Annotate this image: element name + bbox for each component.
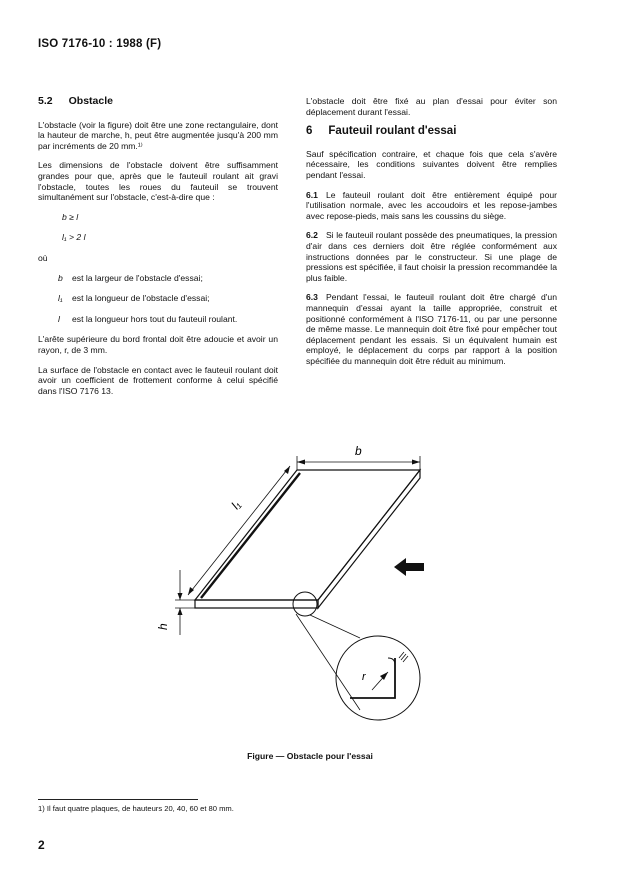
obstacle-top-face: [195, 470, 420, 600]
arrowhead: [297, 460, 305, 465]
detail-corner: [350, 658, 395, 698]
item-number: 6.1: [306, 189, 318, 200]
definition-symbol: l: [58, 313, 60, 324]
label-b: b: [355, 444, 362, 458]
item-text: Le fauteuil roulant doit être entièrement équipé pour l'utilisation normale, avec les accoudoirs et les repose-jambes avec repose-pieds, mais sans les coussins du siège.: [306, 189, 557, 221]
label-h: h: [156, 623, 170, 630]
left-column: [38, 96, 278, 405]
ou-label: où: [38, 252, 48, 263]
section-title: Obstacle: [68, 95, 113, 107]
formula: l₁ > 2 l: [62, 232, 86, 243]
arrowhead: [412, 460, 420, 465]
section-heading-obstacle: [38, 96, 278, 107]
section-title: Fauteuil roulant d'essai: [328, 125, 457, 138]
obstacle-side-face: [318, 470, 420, 608]
definition-item: [58, 314, 278, 325]
definition-symbol: b: [58, 272, 63, 283]
paragraph: L'obstacle doit être fixé au plan d'essai pour éviter son déplacement durant l'essai.: [306, 96, 557, 117]
definition-text: est la longueur de l'obstacle d'essai;: [72, 293, 210, 304]
document-header: ISO 7176-10 : 1988 (F): [38, 38, 162, 50]
arrowhead: [178, 593, 183, 600]
paragraph: La surface de l'obstacle en contact avec le fauteuil roulant doit avoir un coefficient de frottement conforme à celui spécifié dans l'ISO 7176 13.: [38, 364, 278, 396]
section-heading-fauteuil: [306, 126, 557, 137]
definition-symbol: l₁: [58, 293, 63, 304]
leader-line: [310, 615, 360, 638]
section-number: 5.2: [38, 95, 53, 107]
page-number: 2: [38, 838, 45, 852]
formula: b ≥ l: [62, 211, 79, 222]
item-text: Si le fauteuil roulant possède des pneumatiques, la pression d'air dans ces derniers doit être réglée conformément aux instructions données par le constructeur. Si une plage de pressions est spécifiée, il faut choisir la pression recommandée la plus faible.: [306, 230, 557, 283]
detail-marker-circle: [293, 592, 317, 616]
obstacle-front-face: [195, 600, 318, 608]
item-number: 6.3: [306, 292, 318, 303]
definition-text: est la longueur hors tout du fauteuil roulant.: [72, 313, 238, 324]
leader-line: [296, 614, 360, 710]
dimension-line-l1: [188, 466, 290, 595]
detail-radius-arc: [388, 658, 395, 665]
section-number: 6: [306, 125, 313, 138]
numbered-item: [306, 190, 557, 222]
footnote: 1) Il faut quatre plaques, de hauteurs 20, 40, 60 et 80 mm.: [38, 804, 234, 813]
obstacle-figure: [0, 430, 620, 750]
definition-item: [58, 273, 278, 284]
label-l1: l₁: [228, 498, 244, 512]
definition-item: [58, 293, 278, 304]
arrowhead: [178, 608, 183, 615]
right-column: [306, 96, 557, 375]
paragraph: Les dimensions de l'obstacle doivent être suffisamment grandes pour que, après que le fauteuil roulant ait gravi l'obstacle, toutes les roues du fauteuil se trouvent simultanément sur l'obstacle, c'est-à-dire que :: [38, 160, 278, 203]
detail-zoom-circle: [336, 636, 420, 720]
footnote-divider: [38, 799, 198, 800]
direction-arrow-icon: [394, 558, 424, 576]
definition-list: [38, 273, 278, 325]
arrowhead: [380, 672, 388, 680]
label-r: r: [362, 671, 366, 683]
item-number: 6.2: [306, 230, 318, 241]
numbered-item: [306, 230, 557, 283]
paragraph: Sauf spécification contraire, et chaque fois que cela s'avère nécessaire, les conditions suivantes doivent être remplies pendant l'essai.: [306, 148, 557, 180]
paragraph: L'obstacle (voir la figure) doit être une zone rectangulaire, dont la hauteur de marche, h, peut être augmentée jusqu'à 200 mm par incréments de 20 mm.¹⁾: [38, 119, 278, 151]
paragraph: L'arête supérieure du bord frontal doit être adoucie et avoir un rayon, r, de 3 mm.: [38, 334, 278, 355]
item-text: Pendant l'essai, le fauteuil roulant doit être chargé d'un mannequin d'essai ayant la taille appropriée, construit et positionné conformément à l'ISO 7176-11, ou par une personne de même masse. Le mannequin doit être fixé pour empêcher tout déplacement pendant les essais. Si un équivalent humain est employé, le déplacement du corps par rapport à la position spécifiée du mannequin doit être réduit au minimum.: [306, 292, 557, 366]
definition-text: est la largeur de l'obstacle d'essai;: [72, 272, 203, 283]
figure-caption: Figure — Obstacle pour l'essai: [247, 751, 373, 761]
numbered-item: [306, 292, 557, 366]
obstacle-edge: [201, 473, 300, 598]
